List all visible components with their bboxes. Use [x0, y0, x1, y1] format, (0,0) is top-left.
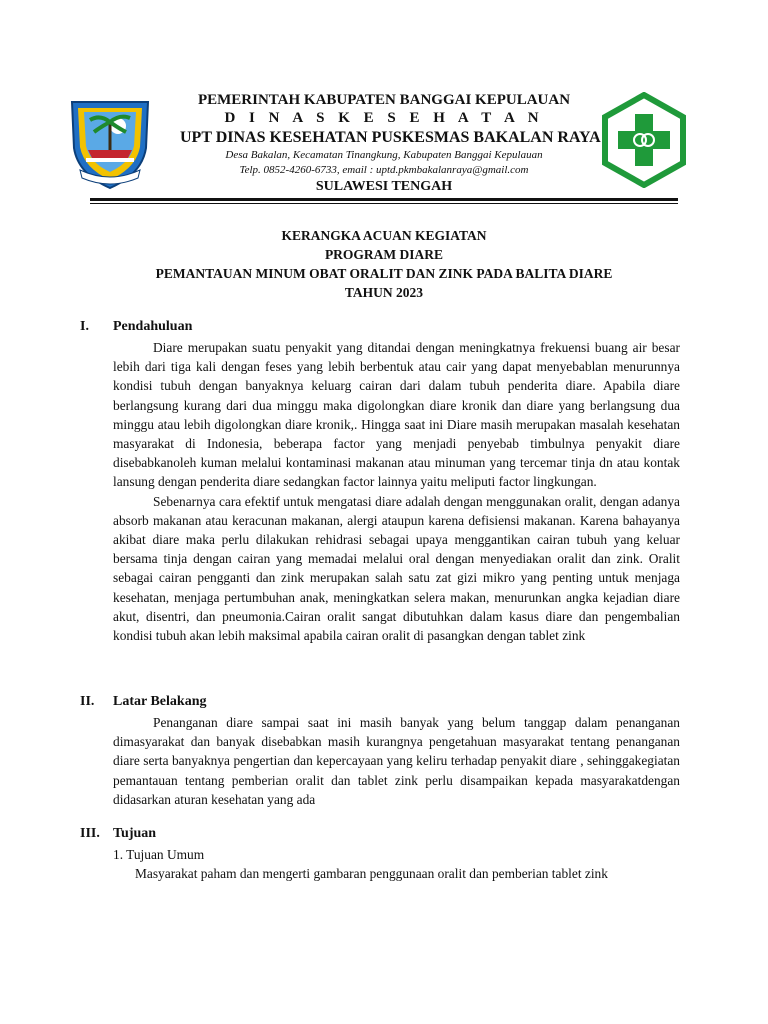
section-heading [80, 318, 680, 336]
letterhead-government: PEMERINTAH KABUPATEN BANGGAI KEPULAUAN [197, 92, 571, 108]
letterhead-address: Desa Bakalan, Kecamatan Tinangkung, Kabupaten Banggai Kepulauan [225, 149, 543, 161]
paragraph: Diare merupakan suatu penyakit yang ditandai dengan meningkatnya frekuensi buang air besar lebih dari tiga kali dengan feses yang lebih berbentuk atau cair yang dapat menyebablan menurunnya kondisi tubuh dengan banyaknya keluarg cairan dari dalam tubuh penderita diare. Apabila diare berlangsung kurang dari dua minggu maka digolongkan diare kronik dan diare yang berlangsung dua minggu atau lebih digolongkan diare kronik,. Hingga saat ini Diare masih merupakan masalah kesehatan masyarakat di Indonesia, beberapa factor yang menjadi penyebab timbulnya penyakit diare disebabkanoleh kuman melalui kontaminasi makanan atau minuman yang tercemar tinja dn atau kontak lansung dengan penderita diare sedangkan factor lainnya yaitu meliputi factor lingkungan. [113, 340, 680, 490]
section-latar-belakang [80, 693, 680, 809]
title-line: KERANGKA ACUAN KEGIATAN [281, 228, 487, 243]
letterhead-contact: Telp. 0852-4260-6733, email : uptd.pkmbakalanraya@gmail.com [239, 164, 529, 176]
sub-text: Masyarakat paham dan mengerti gambaran penggunaan oralit dan pemberian tablet zink [135, 866, 608, 882]
letterhead-department: D I N A S K E S E H A T A N [224, 110, 544, 126]
section-title: Pendahuluan [113, 319, 193, 334]
puskesmas-cross-icon [601, 92, 687, 188]
paragraph: Sebenarnya cara efektif untuk mengatasi diare adalah dengan menggunakan oralit, dengan adanya absorb makanan atau keracunan makanan, alergi ataupun karena defisiensi makanan. Karena bahayanya akibat diare maka perlu dilakukan rehidrasi sebagai upaya menggantikan cairan tubuh yang keluar bersama tinja dengan cairan yang memadai melalui oral dengan menyediakan oralit dan zink. Oralit sebagai cairan pengganti dan zink merupakan salah satu zat gizi mikro yang penting untuk menjaga kesehatan, menjaga pertumbuhan anak, meningkatkan selera makan, menurunkan angka kejadian diare akut, disentri, dan pneumonia.Cairan oralit sangat dibutuhkan dalam kasus diare dan pengembalian kondisi tubuh akan lebih maksimal apabila cairan oralit di pasangkan dengan tablet zink [113, 493, 680, 644]
section-body [113, 845, 680, 883]
paragraph: Penanganan diare sampai saat ini masih banyak yang belum tanggap dalam penanganan dimasyarakat dan banyak disebabkan masih kurangnya pengetahuan masyarakat tentang penanganan diare serta banyaknya pengertian dan kepercayaan yang keliru terhadap penyakit diare , sehinggakegiatan pemantauan tentang pemberian oralit dan tablet zink perlu disampaikan kepada masyarakatdengan didasarkan aturan kesehatan yang ada [113, 715, 680, 807]
section-pendahuluan [80, 318, 680, 645]
section-heading [80, 825, 680, 843]
section-heading [80, 693, 680, 711]
sub-heading: 1. Tujuan Umum [113, 847, 205, 862]
letterhead-divider [90, 198, 678, 201]
section-number: III. [80, 826, 100, 841]
section-title: Tujuan [113, 826, 157, 841]
section-body [113, 338, 680, 645]
letterhead-province: SULAWESI TENGAH [315, 179, 453, 194]
title-line: PROGRAM DIARE [324, 247, 444, 262]
letterhead-divider-thin [90, 203, 678, 204]
regency-emblem-icon [66, 92, 154, 190]
document-title [90, 226, 678, 302]
section-tujuan [80, 825, 680, 883]
section-body [113, 713, 680, 809]
letterhead-unit: UPT DINAS KESEHATAN PUSKESMAS BAKALAN RAYA [180, 129, 601, 146]
title-line: PEMANTAUAN MINUM OBAT ORALIT DAN ZINK PADA BALITA DIARE [155, 266, 613, 281]
section-number: I. [80, 319, 89, 334]
section-number: II. [80, 694, 95, 709]
section-title: Latar Belakang [113, 694, 207, 709]
title-line: TAHUN 2023 [344, 285, 424, 300]
